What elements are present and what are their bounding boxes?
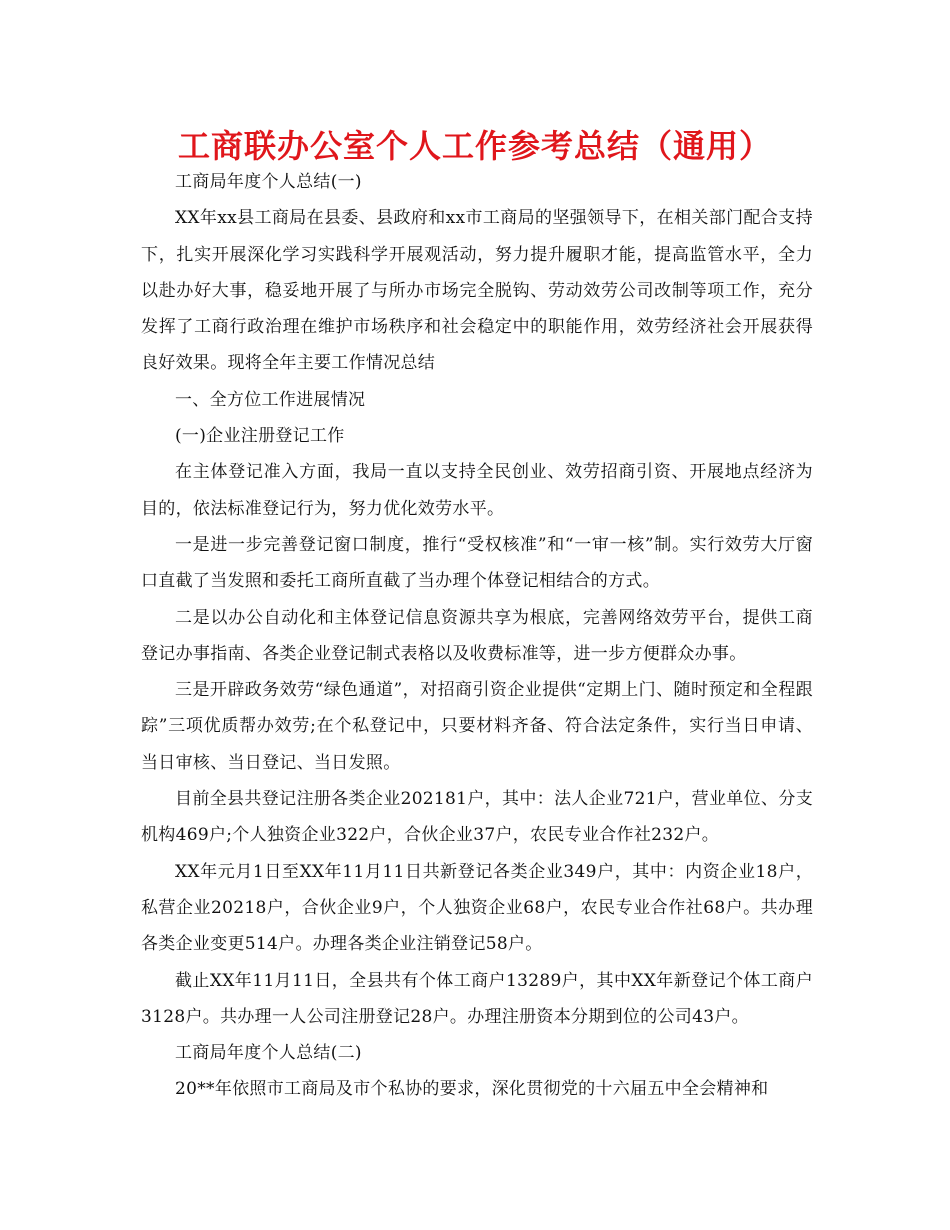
paragraph: 截止XX年11月11日，全县共有个体工商户13289户，其中XX年新登记个体工商户3128户。共办理一人公司注册登记28户。办理注册资本分期到位的公司43户。 (141, 970, 813, 1027)
paragraph: 20**年依照市工商局及市个私协的要求，深化贯彻党的十六届五中全会精神和 (175, 1079, 769, 1100)
paragraph: XX年元月1日至XX年11月11日共新登记各类企业349户，其中：内资企业18户，私营企业20218户，合伙企业9户，个人独资企业68户，农民专业合作社68户。共办理各类企业变更514户。办理各类企业注销登记58户。 (141, 861, 813, 955)
paragraph: 目前全县共登记注册各类企业202181户，其中：法人企业721户，营业单位、分支机构469户;个人独资企业322户，合伙企业37户，农民专业合作社232户。 (141, 789, 813, 846)
paragraph: 一是进一步完善登记窗口制度，推行“受权核准”和“一审一核”制。实行效劳大厅窗口直截了当发照和委托工商所直截了当办理个体登记相结合的方式。 (141, 534, 813, 592)
paragraph: 二是以办公自动化和主体登记信息资源共享为根底，完善网络效劳平台，提供工商登记办事指南、各类企业登记制式表格以及收费标准等，进一步方便群众办事。 (141, 607, 813, 664)
paragraph: XX年xx县工商局在县委、县政府和xx市工商局的坚强领导下，在相关部门配合支持下，扎实开展深化学习实践科学开展观活动，努力提升履职才能，提高监管水平，全力以赴办好大事，稳妥地开展了与所办市场完全脱钩、劳动效劳公司改制等项工作，充分发挥了工商行政治理在维护市场秩序和社会稳定中的职能作用，效劳经济社会开展获得良好效果。现将全年主要工作情况总结 (141, 208, 813, 374)
paragraph: 工商局年度个人总结(一) (175, 172, 362, 192)
document-title: 工商联办公室个人工作参考总结（通用） (177, 127, 772, 165)
section-heading: 一、全方位工作进展情况 (175, 389, 366, 410)
document-body (141, 164, 813, 1108)
paragraph: 三是开辟政务效劳“绿色通道”，对招商引资企业提供“定期上门、随时预定和全程跟踪”三项优质帮办效劳;在个私登记中，只要材料齐备、符合法定条件，实行当日申请、当日审核、当日登记、当日发照。 (141, 680, 813, 773)
paragraph: 在主体登记准入方面，我局一直以支持全民创业、效劳招商引资、开展地点经济为目的，依法标准登记行为，努力优化效劳水平。 (141, 462, 813, 519)
paragraph: 工商局年度个人总结(二) (175, 1043, 362, 1064)
subsection-heading: (一)企业注册登记工作 (175, 426, 345, 447)
